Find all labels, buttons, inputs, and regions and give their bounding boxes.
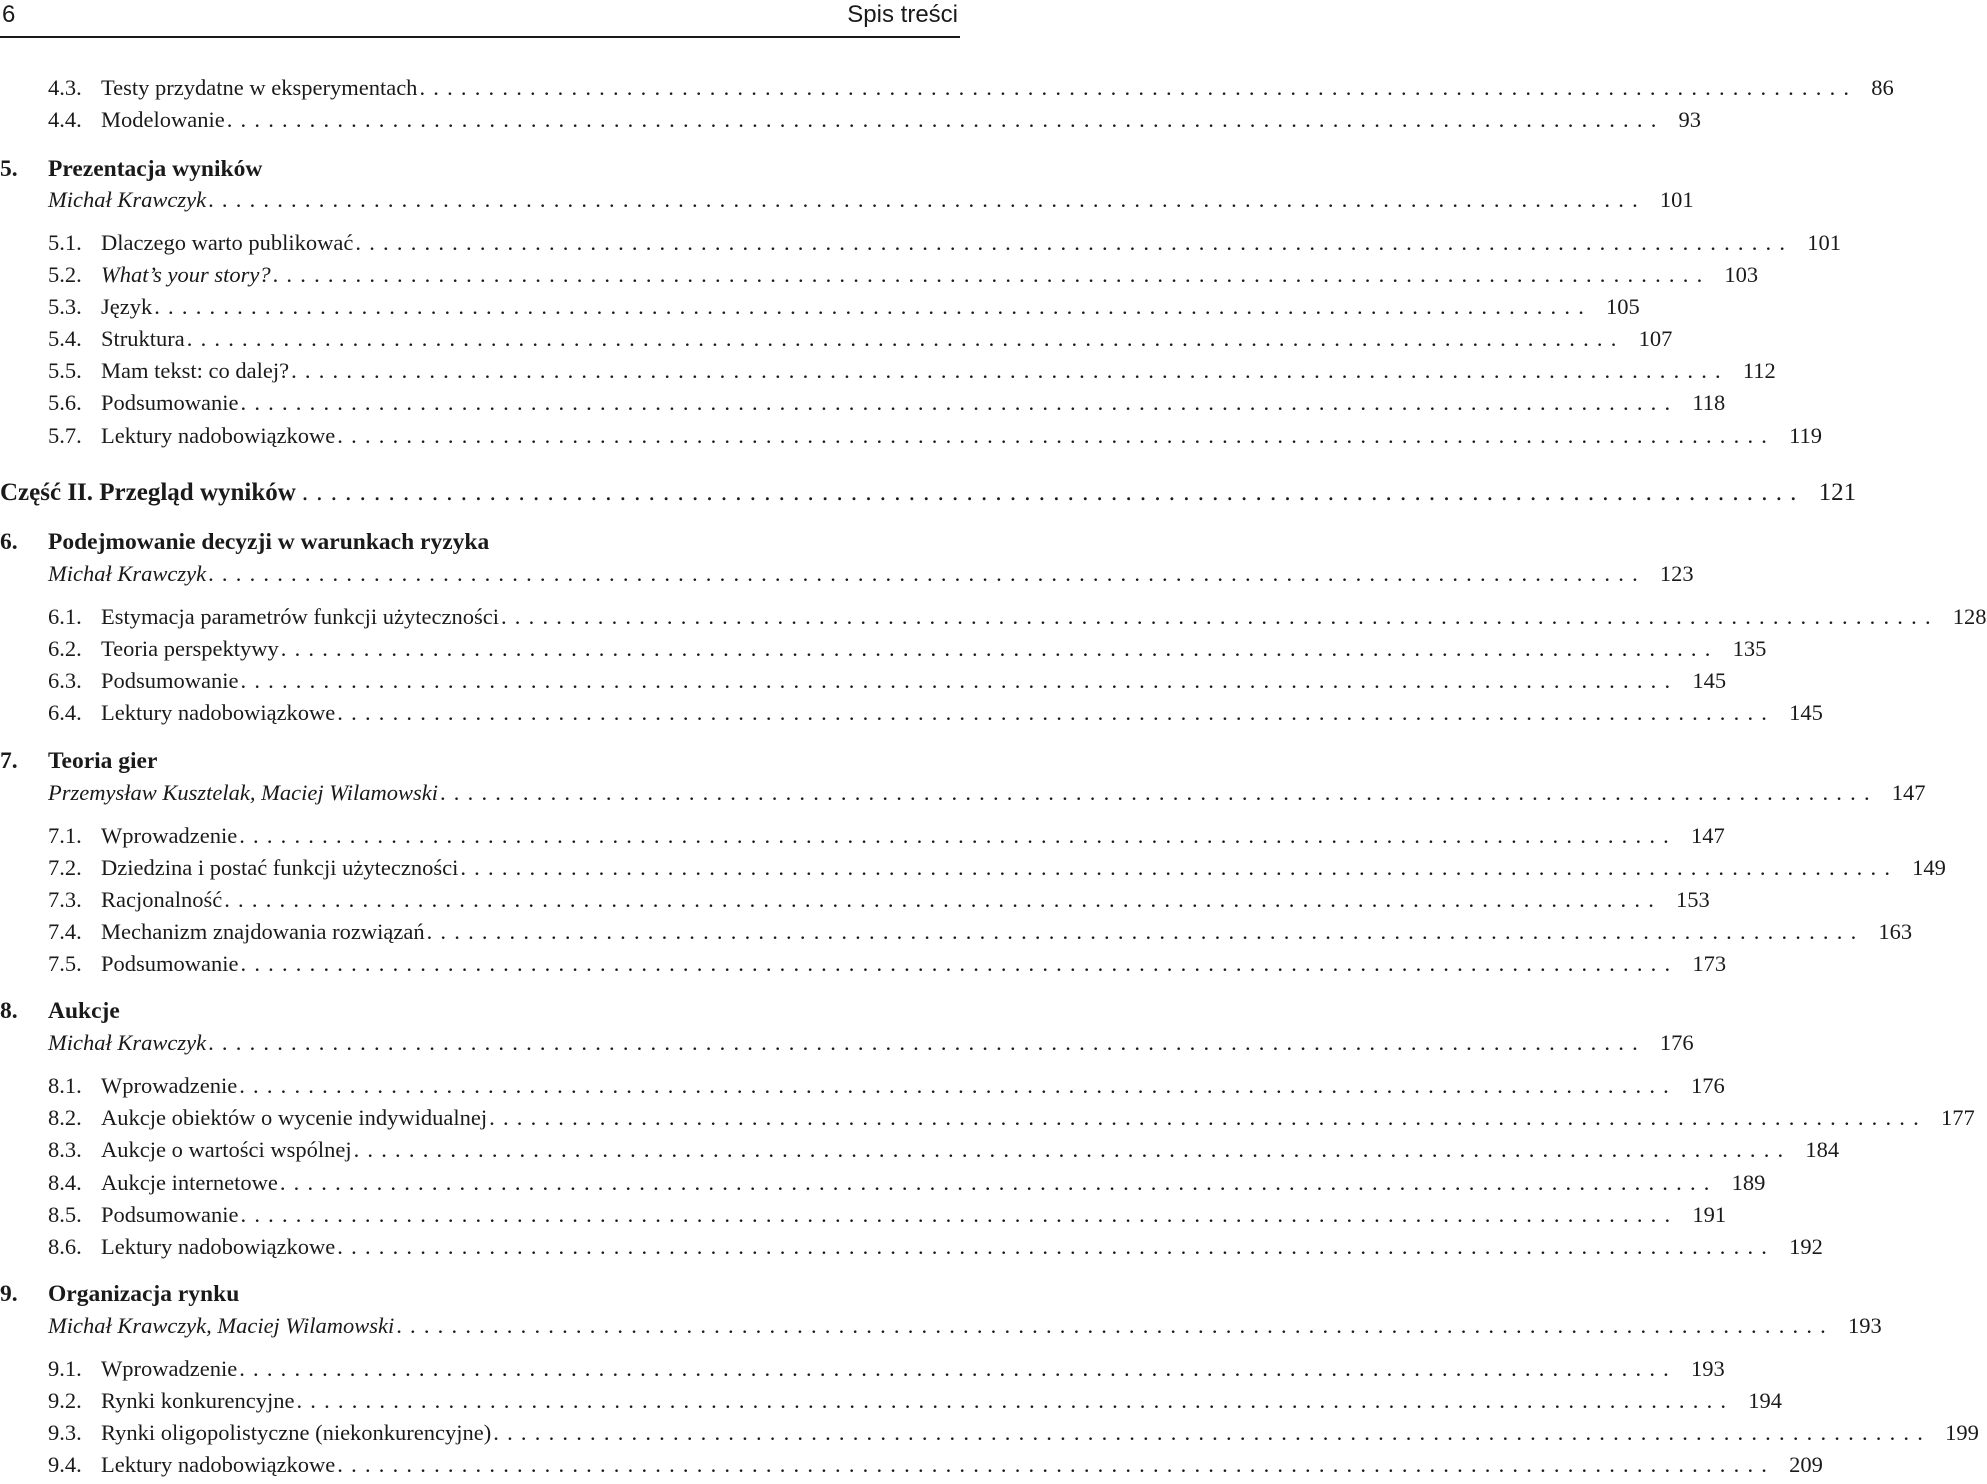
section-title: Aukcje o wartości wspólnej <box>101 1137 352 1162</box>
chapter-number: 5. <box>0 156 18 182</box>
page-ref: 93 <box>1678 107 1702 132</box>
chapter-author: Michał Krawczyk <box>48 561 207 586</box>
page-ref: 135 <box>1732 636 1767 661</box>
section-title: Wprowadzenie <box>101 1356 238 1381</box>
leader-dots: ........................................................................................................ <box>272 262 1711 287</box>
toc-entry-8-6[interactable] <box>48 1232 1823 1262</box>
section-title: Język <box>101 294 153 319</box>
section-title: Dlaczego warto publikować <box>101 230 354 255</box>
section-number: 6.2. <box>48 636 82 661</box>
page-ref: 101 <box>1659 187 1694 212</box>
chapter-author: Michał Krawczyk <box>48 187 207 212</box>
section-number: 8.3. <box>48 1137 82 1162</box>
section-title: Lektury nadobowiązkowe <box>101 700 336 725</box>
toc-entry-5-2[interactable] <box>48 260 1759 290</box>
part-title: Część II. Przegląd wyników <box>0 479 296 506</box>
page-ref: 193 <box>1848 1313 1882 1338</box>
page-ref: 107 <box>1638 326 1673 351</box>
section-number: 5.2. <box>48 262 82 287</box>
page-ref: 194 <box>1748 1388 1782 1413</box>
section-number: 7.1. <box>48 823 82 848</box>
leader-dots: ........................................................................................................ <box>224 887 1663 912</box>
section-number: 8.5. <box>48 1202 82 1227</box>
page-ref: 145 <box>1789 700 1823 725</box>
part-heading-2[interactable] <box>0 476 1857 510</box>
leader-dots: ........................................................................................................ <box>337 1234 1776 1259</box>
chapter-title: Podejmowanie decyzji w warunkach ryzyka <box>48 529 490 555</box>
toc-entry-6-3[interactable] <box>48 666 1727 696</box>
section-number: 9.2. <box>48 1388 82 1413</box>
section-title: Rynki konkurencyjne <box>101 1388 295 1413</box>
page-ref: 176 <box>1691 1073 1725 1098</box>
page-ref: 173 <box>1692 951 1727 976</box>
leader-dots: ........................................................................................................ <box>301 479 1805 506</box>
leader-dots: ........................................................................................................ <box>239 1073 1677 1098</box>
leader-dots: ........................................................................................................ <box>208 561 1646 586</box>
chapter-author: Przemysław Kusztelak, Maciej Wilamowski <box>48 780 438 805</box>
toc-entry-5-4[interactable] <box>48 324 1673 354</box>
section-title: Podsumowanie <box>101 668 239 693</box>
page-ref: 176 <box>1659 1030 1694 1055</box>
section-title: Podsumowanie <box>101 951 239 976</box>
section-title: Racjonalność <box>101 887 223 912</box>
running-title: Spis treści <box>847 1 958 28</box>
section-number: 5.6. <box>48 390 82 415</box>
leader-dots: ........................................................................................................ <box>489 1105 1927 1130</box>
toc-entry-8-1[interactable] <box>48 1071 1725 1101</box>
section-number: 8.4. <box>48 1170 82 1195</box>
chapter-author: Michał Krawczyk, Maciej Wilamowski <box>48 1313 395 1338</box>
toc-entry-5-5[interactable] <box>48 356 1776 386</box>
leader-dots: ........................................................................................................ <box>337 1452 1776 1477</box>
toc-entry-5-1[interactable] <box>48 228 1841 258</box>
leader-dots: ........................................................................................................ <box>337 423 1776 448</box>
toc-entry-9-4[interactable] <box>48 1450 1823 1480</box>
section-title: Dziedzina i postać funkcji użyteczności <box>101 855 459 880</box>
chapter-heading-7[interactable] <box>0 746 956 776</box>
page-ref: 123 <box>1659 561 1694 586</box>
section-title: Mam tekst: co dalej? <box>101 358 290 383</box>
section-number: 5.1. <box>48 230 82 255</box>
chapter-heading-6[interactable] <box>0 527 956 557</box>
leader-dots: ........................................................................................................ <box>426 919 1865 944</box>
section-title: Rynki oligopolistyczne (niekonkurencyjne) <box>101 1420 492 1445</box>
leader-dots: ........................................................................................................ <box>239 823 1677 848</box>
section-title: Mechanizm znajdowania rozwiązań <box>101 919 425 944</box>
leader-dots: ........................................................................................................ <box>239 1356 1677 1381</box>
page-ref: 86 <box>1871 75 1894 100</box>
chapter-title: Aukcje <box>48 998 120 1024</box>
toc-entry-5-3[interactable] <box>48 292 1640 322</box>
toc-entry-9-1[interactable] <box>48 1354 1725 1384</box>
toc-entry-7-2[interactable] <box>48 853 1946 883</box>
section-title: Lektury nadobowiązkowe <box>101 1452 336 1477</box>
leader-dots: ........................................................................................................ <box>419 75 1858 100</box>
section-number: 6.4. <box>48 700 82 725</box>
toc-entry-6-2[interactable] <box>48 634 1767 664</box>
section-title: Modelowanie <box>101 107 225 132</box>
chapter-author-8[interactable] <box>48 1028 1694 1058</box>
section-title: Estymacja parametrów funkcji użyteczności <box>101 604 499 629</box>
section-title: Aukcje internetowe <box>101 1170 278 1195</box>
toc-entry-8-3[interactable] <box>48 1135 1840 1165</box>
leader-dots: ........................................................................................................ <box>337 700 1776 725</box>
page-ref: 189 <box>1731 1170 1766 1195</box>
leader-dots: ........................................................................................................ <box>353 1137 1792 1162</box>
leader-dots: ........................................................................................................ <box>154 294 1593 319</box>
toc-entry-4-3[interactable] <box>48 73 1894 103</box>
section-number: 7.5. <box>48 951 82 976</box>
toc-entry-4-4[interactable] <box>48 105 1702 135</box>
section-title: Wprowadzenie <box>101 1073 238 1098</box>
toc-entry-7-5[interactable] <box>48 949 1727 979</box>
leader-dots: ........................................................................................................ <box>296 1388 1735 1413</box>
page-ref: 192 <box>1789 1234 1823 1259</box>
page-ref: 147 <box>1891 780 1926 805</box>
toc-entry-7-3[interactable] <box>48 885 1710 915</box>
leader-dots: ........................................................................................................ <box>291 358 1729 383</box>
section-title: Lektury nadobowiązkowe <box>101 423 336 448</box>
toc-entry-7-1[interactable] <box>48 821 1725 851</box>
leader-dots: ........................................................................................................ <box>280 636 1719 661</box>
page-ref: 128 <box>1952 604 1987 629</box>
section-number: 6.3. <box>48 668 82 693</box>
chapter-title: Teoria gier <box>48 748 158 774</box>
page-ref: 191 <box>1692 1202 1727 1227</box>
chapter-heading-9[interactable] <box>0 1279 956 1309</box>
toc-entry-8-2[interactable] <box>48 1103 1975 1133</box>
chapter-number: 7. <box>0 748 18 774</box>
chapter-number: 8. <box>0 998 18 1024</box>
section-number: 7.4. <box>48 919 82 944</box>
toc-entry-5-6[interactable] <box>48 388 1726 418</box>
section-number: 5.3. <box>48 294 82 319</box>
page-ref: 163 <box>1878 919 1913 944</box>
chapter-title: Organizacja rynku <box>48 1281 240 1307</box>
leader-dots: ........................................................................................................ <box>355 230 1794 255</box>
toc-entry-6-1[interactable] <box>48 602 1987 632</box>
chapter-number: 9. <box>0 1281 18 1307</box>
section-number: 9.1. <box>48 1356 82 1381</box>
chapter-number: 6. <box>0 529 18 555</box>
leader-dots: ........................................................................................................ <box>226 107 1665 132</box>
leader-dots: ........................................................................................................ <box>240 951 1679 976</box>
toc-entry-8-5[interactable] <box>48 1200 1727 1230</box>
section-title: Struktura <box>101 326 185 351</box>
running-header <box>0 0 960 38</box>
page-ref: 153 <box>1676 887 1710 912</box>
page-ref: 177 <box>1940 1105 1975 1130</box>
section-number: 9.3. <box>48 1420 82 1445</box>
toc-entry-5-7[interactable] <box>48 421 1823 451</box>
chapter-author-9[interactable] <box>48 1311 1882 1341</box>
page-ref: 184 <box>1805 1137 1840 1162</box>
leader-dots: ........................................................................................................ <box>279 1170 1718 1195</box>
page-ref: 147 <box>1691 823 1725 848</box>
section-number: 5.4. <box>48 326 82 351</box>
section-title: Testy przydatne w eksperymentach <box>101 75 418 100</box>
page-ref: 103 <box>1724 262 1759 287</box>
section-number: 5.7. <box>48 423 82 448</box>
section-number: 8.2. <box>48 1105 82 1130</box>
page-ref: 149 <box>1912 855 1946 880</box>
leader-dots: ........................................................................................................ <box>493 1420 1932 1445</box>
chapter-author-5[interactable] <box>48 185 1694 215</box>
section-title: What’s your story? <box>101 262 271 287</box>
section-title: Teoria perspektywy <box>101 636 279 661</box>
toc-entry-7-4[interactable] <box>48 917 1913 947</box>
page-ref: 193 <box>1691 1356 1725 1381</box>
leader-dots: ........................................................................................................ <box>500 604 1939 629</box>
leader-dots: ........................................................................................................ <box>208 187 1646 212</box>
leader-dots: ........................................................................................................ <box>208 1030 1646 1055</box>
page-ref: 145 <box>1692 668 1727 693</box>
page-ref: 199 <box>1945 1420 1979 1445</box>
chapter-author: Michał Krawczyk <box>48 1030 207 1055</box>
chapter-heading-8[interactable] <box>0 996 956 1026</box>
leader-dots: ........................................................................................................ <box>240 668 1679 693</box>
page-ref: 209 <box>1789 1452 1823 1477</box>
leader-dots: ........................................................................................................ <box>240 390 1679 415</box>
section-number: 4.4. <box>48 107 82 132</box>
toc-entry-6-4[interactable] <box>48 698 1823 728</box>
chapter-title: Prezentacja wyników <box>48 156 263 182</box>
toc-entry-8-4[interactable] <box>48 1168 1766 1198</box>
section-number: 7.2. <box>48 855 82 880</box>
page-ref: 119 <box>1789 423 1823 448</box>
section-number: 6.1. <box>48 604 82 629</box>
section-title: Wprowadzenie <box>101 823 238 848</box>
section-title: Podsumowanie <box>101 1202 239 1227</box>
chapter-author-7[interactable] <box>48 778 1926 808</box>
section-title: Aukcje obiektów o wycenie indywidualnej <box>101 1105 488 1130</box>
section-title: Lektury nadobowiązkowe <box>101 1234 336 1259</box>
leader-dots: ........................................................................................................ <box>240 1202 1679 1227</box>
page-ref: 112 <box>1742 358 1776 383</box>
section-number: 4.3. <box>48 75 82 100</box>
page-ref: 118 <box>1692 390 1726 415</box>
section-number: 7.3. <box>48 887 82 912</box>
section-title: Podsumowanie <box>101 390 239 415</box>
section-number: 8.6. <box>48 1234 82 1259</box>
chapter-author-6[interactable] <box>48 559 1694 589</box>
section-number: 9.4. <box>48 1452 82 1477</box>
toc-entry-9-2[interactable] <box>48 1386 1782 1416</box>
page-ref: 121 <box>1818 479 1857 506</box>
leader-dots: ........................................................................................................ <box>439 780 1878 805</box>
leader-dots: ........................................................................................................ <box>396 1313 1835 1338</box>
section-number: 8.1. <box>48 1073 82 1098</box>
page-ref: 105 <box>1606 294 1640 319</box>
toc-entry-9-3[interactable] <box>48 1418 1979 1448</box>
section-number: 5.5. <box>48 358 82 383</box>
leader-dots: ........................................................................................................ <box>186 326 1625 351</box>
leader-dots: ........................................................................................................ <box>460 855 1899 880</box>
chapter-heading-5[interactable] <box>0 154 956 184</box>
page-ref: 101 <box>1807 230 1841 255</box>
page-number: 6 <box>2 1 16 28</box>
